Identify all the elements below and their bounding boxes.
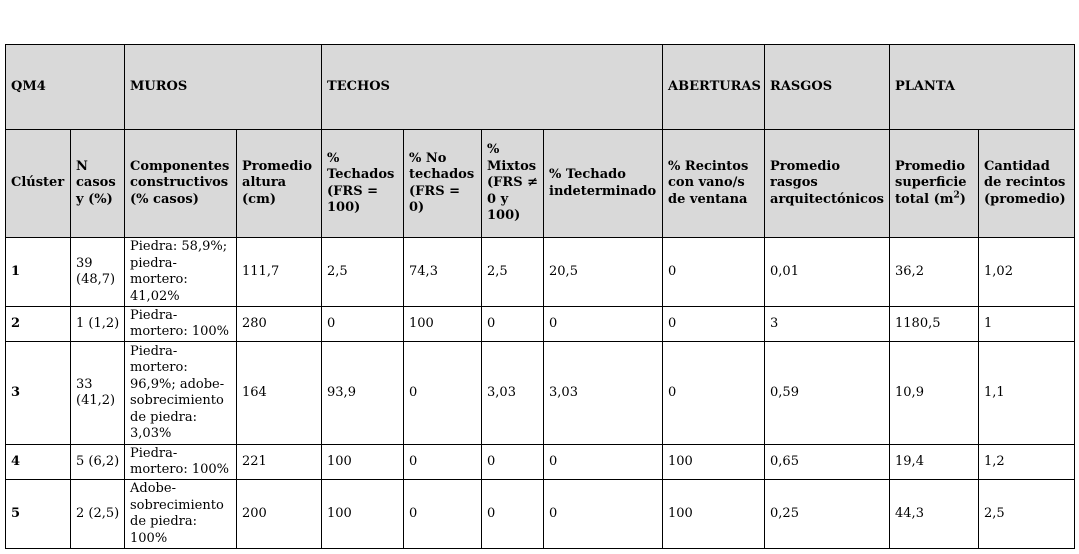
group-header-techos: TECHOS — [322, 45, 663, 130]
cell-componentes: Piedra-mortero: 100% — [125, 307, 237, 342]
table-row — [6, 342, 1075, 445]
cell-n: 1 (1,2) — [71, 307, 125, 342]
col-header-no-techados: % No techados (FRS = 0) — [404, 130, 482, 238]
cell-rasgos: 0,65 — [765, 445, 890, 480]
col-header-techados: % Techados (FRS = 100) — [322, 130, 404, 238]
cell-techados: 93,9 — [322, 342, 404, 445]
col-header-cantidad: Cantidad de recintos (promedio) — [979, 130, 1075, 238]
cell-mixtos: 3,03 — [482, 342, 544, 445]
col-header-cluster: Clúster — [6, 130, 71, 238]
cell-mixtos: 0 — [482, 480, 544, 549]
cluster-table — [5, 44, 1075, 549]
cell-superficie: 1180,5 — [890, 307, 979, 342]
cell-no-techados: 0 — [404, 480, 482, 549]
group-header-planta: PLANTA — [890, 45, 1075, 130]
table-row — [6, 238, 1075, 307]
group-header-muros: MUROS — [125, 45, 322, 130]
cell-componentes: Piedra-mortero: 100% — [125, 445, 237, 480]
superficie-label-end: ) — [959, 191, 966, 207]
cell-mixtos: 0 — [482, 445, 544, 480]
cell-n: 2 (2,5) — [71, 480, 125, 549]
cell-rasgos: 0,25 — [765, 480, 890, 549]
cell-superficie: 19,4 — [890, 445, 979, 480]
col-header-superficie — [890, 130, 979, 238]
table-row — [6, 480, 1075, 549]
cell-componentes: Adobe-sobrecimiento de piedra: 100% — [125, 480, 237, 549]
cell-techados: 2,5 — [322, 238, 404, 307]
cell-cluster: 4 — [6, 445, 71, 480]
cell-no-techados: 100 — [404, 307, 482, 342]
table-row — [6, 445, 1075, 480]
col-header-recintos-vano: % Recintos con vano/s de ventana — [663, 130, 765, 238]
superficie-label: Promedio superficie total (m — [895, 158, 967, 207]
column-header-row — [6, 130, 1075, 238]
cell-cantidad: 1,02 — [979, 238, 1075, 307]
cell-altura: 111,7 — [237, 238, 322, 307]
cell-componentes: Piedra: 58,9%; piedra-mortero: 41,02% — [125, 238, 237, 307]
col-header-altura: Promedio altura (cm) — [237, 130, 322, 238]
cell-no-techados: 74,3 — [404, 238, 482, 307]
cell-recintos-vano: 0 — [663, 342, 765, 445]
cell-rasgos: 3 — [765, 307, 890, 342]
group-header-aberturas: ABERTURAS — [663, 45, 765, 130]
cell-no-techados: 0 — [404, 445, 482, 480]
cell-recintos-vano: 0 — [663, 307, 765, 342]
table-row — [6, 307, 1075, 342]
cell-techados: 100 — [322, 480, 404, 549]
cell-cluster: 1 — [6, 238, 71, 307]
col-header-mixtos: % Mixtos (FRS ≠ 0 y 100) — [482, 130, 544, 238]
cell-mixtos: 0 — [482, 307, 544, 342]
cell-componentes: Piedra-mortero: 96,9%; adobe-sobrecimiento de piedra: 3,03% — [125, 342, 237, 445]
group-header-qm4: QM4 — [6, 45, 125, 130]
col-header-n-casos: N casos y (%) — [71, 130, 125, 238]
cell-cluster: 5 — [6, 480, 71, 549]
cell-cantidad: 1,2 — [979, 445, 1075, 480]
cell-indeterminado: 0 — [544, 307, 663, 342]
cell-recintos-vano: 0 — [663, 238, 765, 307]
group-header-row — [6, 45, 1075, 130]
cell-superficie: 10,9 — [890, 342, 979, 445]
cell-cluster: 2 — [6, 307, 71, 342]
cell-no-techados: 0 — [404, 342, 482, 445]
cell-altura: 164 — [237, 342, 322, 445]
col-header-componentes: Componentes constructivos (% casos) — [125, 130, 237, 238]
cell-altura: 200 — [237, 480, 322, 549]
cell-indeterminado: 0 — [544, 445, 663, 480]
cell-techados: 100 — [322, 445, 404, 480]
cell-n: 33 (41,2) — [71, 342, 125, 445]
cell-superficie: 44,3 — [890, 480, 979, 549]
cell-cantidad: 2,5 — [979, 480, 1075, 549]
cell-cantidad: 1,1 — [979, 342, 1075, 445]
col-header-rasgos: Promedio rasgos arquitectónicos — [765, 130, 890, 238]
cell-n: 39 (48,7) — [71, 238, 125, 307]
cell-indeterminado: 3,03 — [544, 342, 663, 445]
cell-indeterminado: 20,5 — [544, 238, 663, 307]
cell-n: 5 (6,2) — [71, 445, 125, 480]
cell-rasgos: 0,01 — [765, 238, 890, 307]
superficie-superscript: 2 — [953, 190, 960, 201]
cell-recintos-vano: 100 — [663, 480, 765, 549]
cell-superficie: 36,2 — [890, 238, 979, 307]
cell-indeterminado: 0 — [544, 480, 663, 549]
cell-mixtos: 2,5 — [482, 238, 544, 307]
col-header-indeterminado: % Techado indeterminado — [544, 130, 663, 238]
group-header-rasgos: RASGOS — [765, 45, 890, 130]
cell-altura: 280 — [237, 307, 322, 342]
cell-cluster: 3 — [6, 342, 71, 445]
cell-recintos-vano: 100 — [663, 445, 765, 480]
cell-techados: 0 — [322, 307, 404, 342]
cell-cantidad: 1 — [979, 307, 1075, 342]
cell-altura: 221 — [237, 445, 322, 480]
cell-rasgos: 0,59 — [765, 342, 890, 445]
